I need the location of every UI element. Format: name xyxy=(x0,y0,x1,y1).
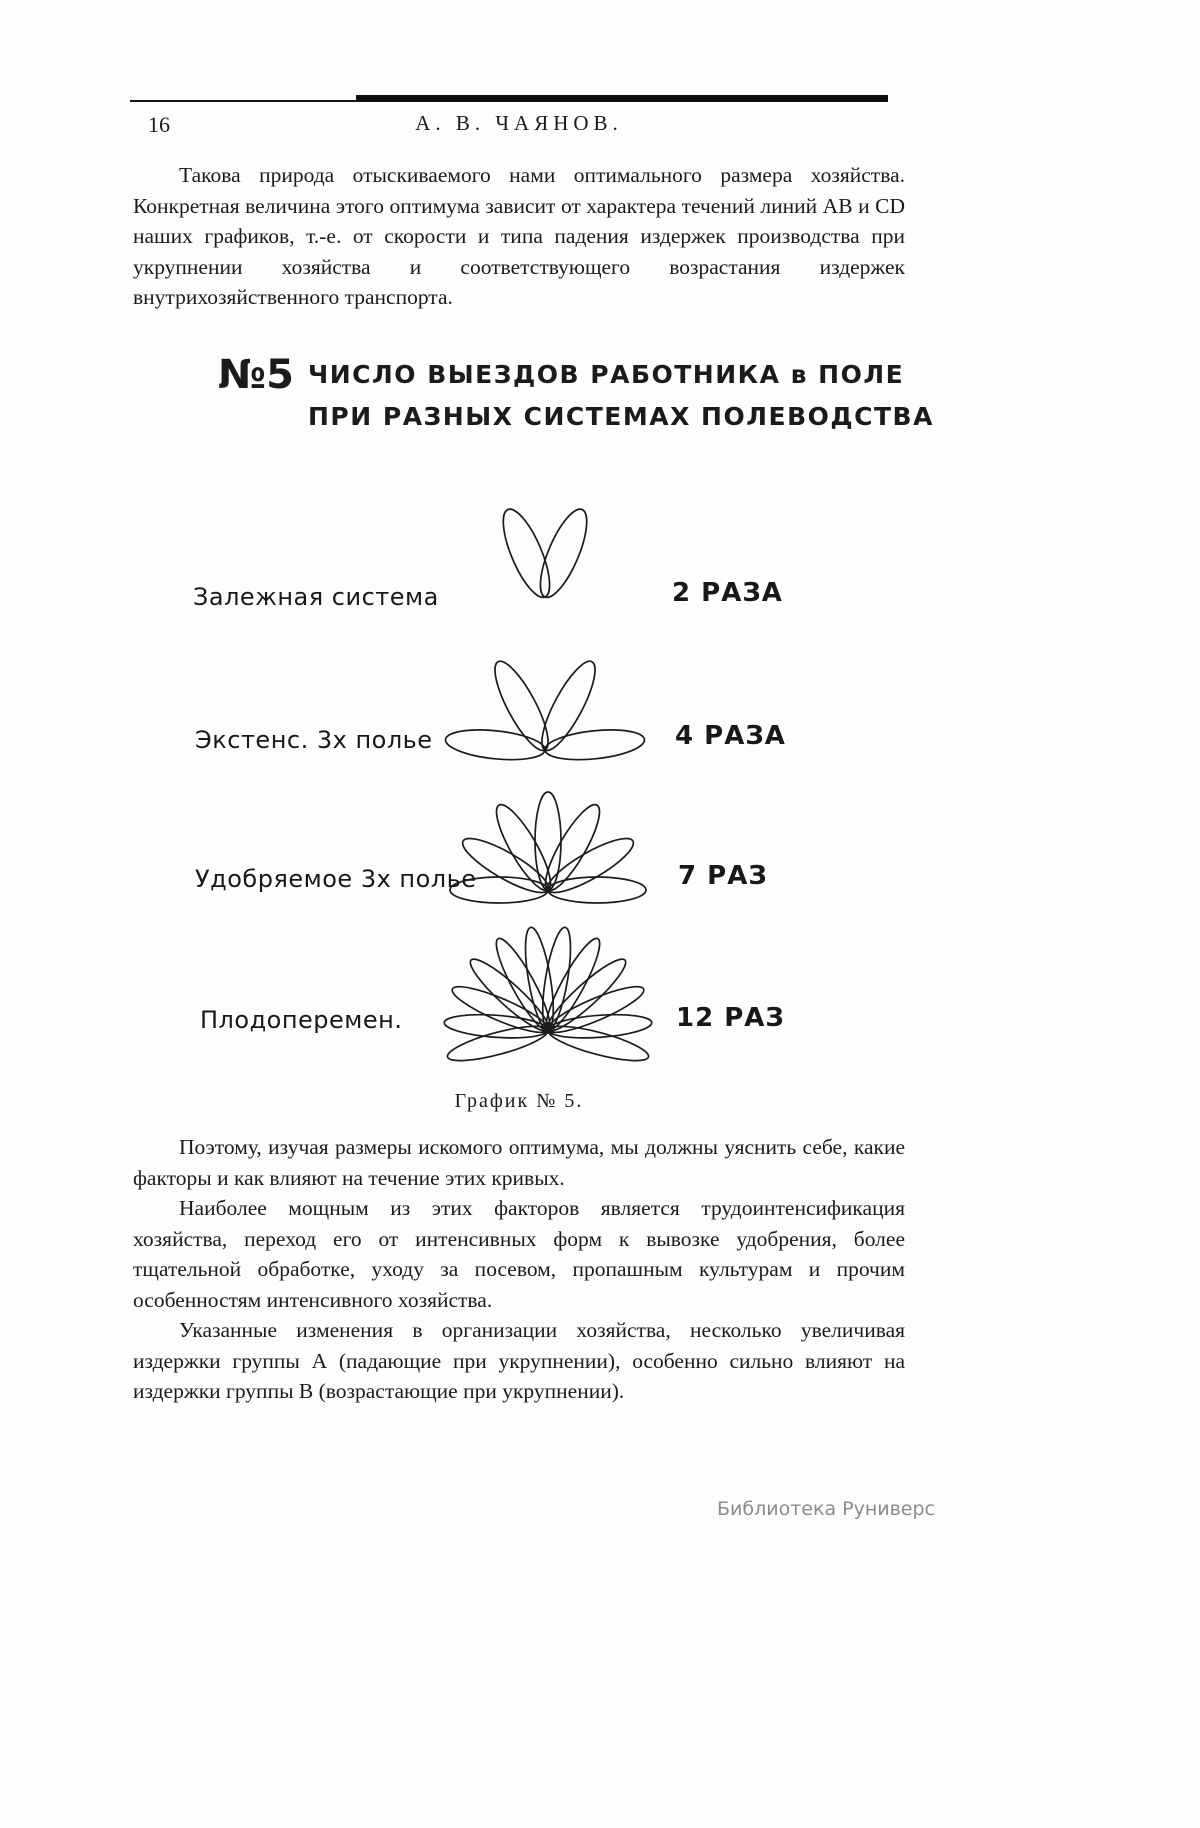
paragraph-text: Указанные изменения в организации хозяйства, несколько увеличивая издержки группы А (падающие при укрупнении), особенно сильно влияют на издержки группы В (возрастающие при укрупнении). xyxy=(133,1318,905,1403)
fan-row-label: Плодоперемен. xyxy=(200,1006,403,1034)
paragraph-text: Такова природа отыскиваемого нами оптимального размера хозяйства. Конкретная величина этого оптимума зависит от характера течений линий АВ и CD наших графиков, т.-е. от скорости и типа падения издержек производства при укрупнении хозяйства и соответствующего возрастания издержек внутрихозяйственного транспорта. xyxy=(133,163,905,309)
page-number: 16 xyxy=(148,112,170,137)
petal-loop xyxy=(535,792,561,890)
petal-loop xyxy=(531,504,596,603)
paragraph-intro xyxy=(133,160,905,313)
figure-title-line2: ПРИ РАЗНЫХ СИСТЕМАХ ПОЛЕВОДСТВА xyxy=(308,402,934,431)
figure-title-line1: ЧИСЛО ВЫЕЗДОВ РАБОТНИКА в ПОЛЕ xyxy=(308,360,905,389)
fan-row-value: 2 РАЗА xyxy=(672,578,783,608)
fan-row-label: Залежная система xyxy=(193,583,439,611)
petal-loop xyxy=(533,655,605,756)
petal-loop xyxy=(548,877,646,903)
fan-diagram-crop-rotation xyxy=(368,910,728,1080)
fan-row-value: 12 РАЗ xyxy=(676,1003,785,1033)
petal-loop xyxy=(544,726,646,764)
library-watermark: Библиотека Руниверс xyxy=(717,1498,935,1520)
paragraph-text: Поэтому, изучая размеры искомого оптимума, мы должны уяснить себе, какие факторы и как влияют на течение этих кривых. xyxy=(133,1135,905,1190)
fan-diagram-fallow-system xyxy=(365,477,725,647)
petal-loop xyxy=(444,726,546,764)
paragraph-text: Наиболее мощным из этих факторов является трудоинтенсификация хозяйства, переход его от интенсивных форм к вывозке удобрения, более тщательной обработке, уходу за посевом, пропашным культурам и прочим особенностям интенсивного хозяйства. xyxy=(133,1196,905,1312)
fan-row-label: Экстенс. 3х полье xyxy=(195,726,433,754)
figure-caption: График № 5. xyxy=(454,1090,584,1112)
fan-row-label: Удобряемое 3х полье xyxy=(195,865,477,893)
running-title: А. В. ЧАЯНОВ. xyxy=(415,111,623,135)
petal-loop xyxy=(537,926,576,1032)
petal-loop xyxy=(486,655,558,756)
figure-number: №5 xyxy=(218,352,294,398)
header-rule-thick xyxy=(356,95,888,101)
paragraphs-bottom xyxy=(133,1132,905,1407)
fan-row-value: 4 РАЗА xyxy=(675,721,786,751)
petal-loop xyxy=(545,1019,651,1067)
fan-row-value: 7 РАЗ xyxy=(678,861,768,891)
petal-loop xyxy=(494,504,559,603)
